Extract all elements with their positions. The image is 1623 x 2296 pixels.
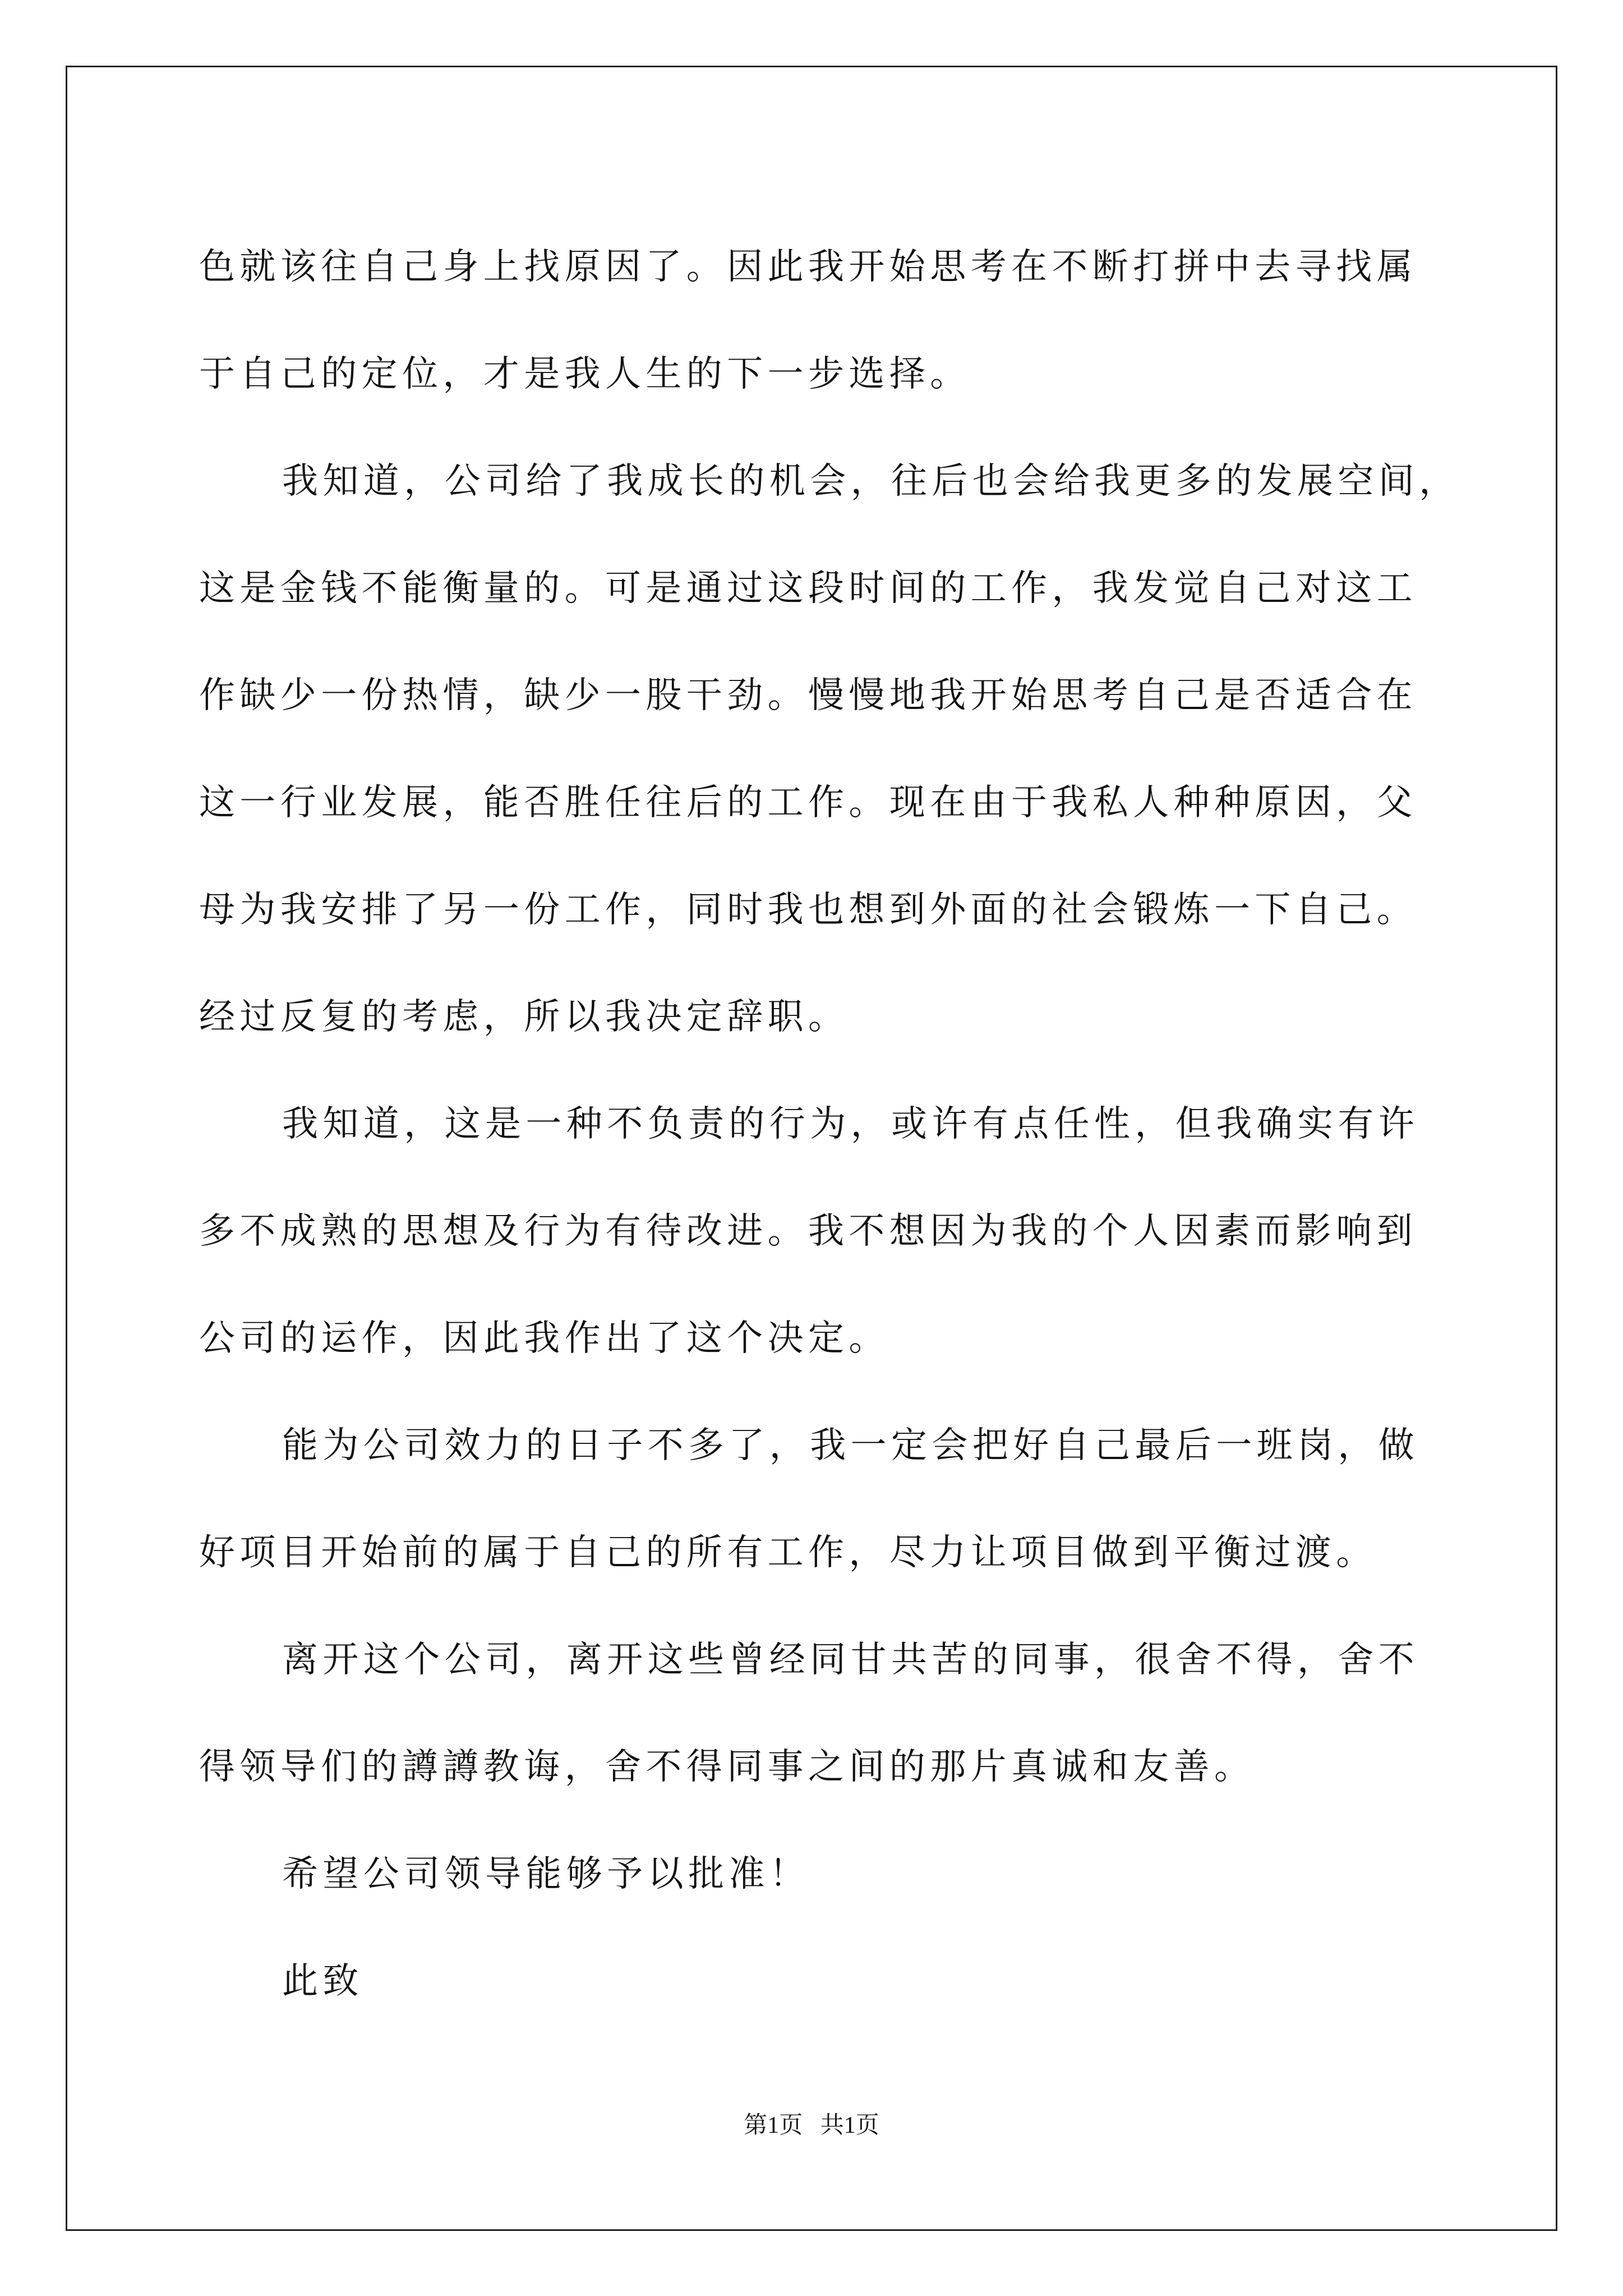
text-line: 经过反复的考虑，所以我决定辞职。 — [199, 996, 849, 1038]
text-line: 公司的运作，因此我作出了这个决定。 — [199, 1317, 889, 1359]
text-line: 能为公司效力的日子不多了，我一定会把好自己最后一班岗，做 — [282, 1424, 1419, 1466]
page-number-footer: 第1页 共1页 — [744, 2113, 879, 2138]
document-body — [199, 213, 1460, 2035]
text-line: 母为我安排了另一份工作，同时我也想到外面的社会锻炼一下自己。 — [199, 889, 1417, 931]
text-line: 这一行业发展，能否胜任往后的工作。现在由于我私人种种原因，父 — [199, 781, 1417, 823]
text-line: 好项目开始前的属于自己的所有工作，尽力让项目做到平衡过渡。 — [199, 1531, 1377, 1573]
text-line: 于自己的定位，才是我人生的下一步选择。 — [199, 353, 971, 395]
text-line: 作缺少一份热情，缺少一股干劲。慢慢地我开始思考自己是否适合在 — [199, 674, 1417, 716]
text-line: 离开这个公司，离开这些曾经同甘共苦的同事，很舍不得，舍不 — [282, 1639, 1419, 1681]
text-line: 得领导们的譐譐教诲，舍不得同事之间的那片真诚和友善。 — [199, 1746, 1255, 1788]
text-line: 我知道，公司给了我成长的机会，往后也会给我更多的发展空间， — [282, 460, 1460, 502]
text-line: 希望公司领导能够予以批准！ — [282, 1853, 810, 1895]
text-line: 这是金钱不能衡量的。可是通过这段时间的工作，我发觉自己对这工 — [199, 567, 1417, 609]
text-line: 此致 — [282, 1960, 363, 2002]
text-line: 我知道，这是一种不负责的行为，或许有点任性，但我确实有许 — [282, 1103, 1419, 1145]
text-line: 色就该往自己身上找原因了。因此我开始思考在不断打拼中去寻找属 — [199, 246, 1417, 288]
text-line: 多不成熟的思想及行为有待改进。我不想因为我的个人因素而影响到 — [199, 1210, 1417, 1252]
